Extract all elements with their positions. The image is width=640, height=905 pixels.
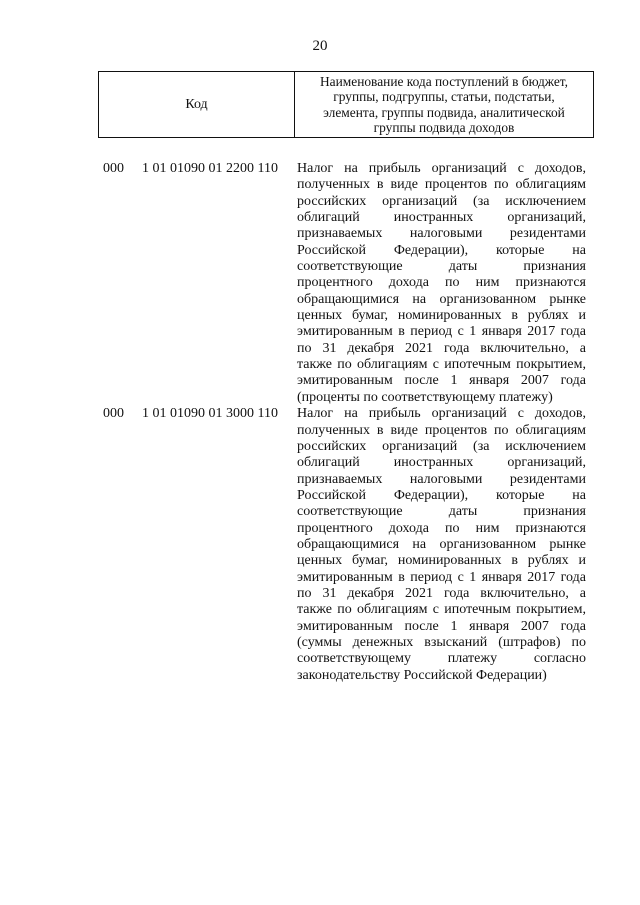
description-line: соответствующие даты признания: [297, 259, 586, 275]
page-number: 20: [312, 38, 328, 54]
header-name-line: группы, подгруппы, статьи, подстатьи,: [333, 89, 555, 105]
header-name-line: Наименование кода поступлений в бюджет,: [320, 73, 568, 89]
description-line: процентного дохода по ним признаются: [297, 520, 586, 536]
description-line: процентного дохода по ним признаются: [297, 275, 586, 291]
description-line: также по облигациям с ипотечным покрытием,: [297, 602, 586, 618]
header-name-line: группы подвида доходов: [373, 119, 515, 135]
revenue-description: [297, 406, 586, 684]
revenue-description: [297, 161, 586, 406]
table-row: [0, 406, 640, 684]
header-code-cell: Код: [99, 72, 295, 137]
table-body: [0, 161, 640, 684]
description-line: эмитированным после 1 января 2007 года: [297, 373, 586, 389]
admin-code: 000: [103, 406, 124, 422]
description-line: российских организаций (за исключением: [297, 438, 586, 454]
revenue-code: 1 01 01090 01 2200 110: [142, 161, 278, 176]
header-name-line: элемента, группы подвида, аналитической: [323, 104, 565, 120]
description-line: ценных бумаг, номинированных в рублях и: [297, 553, 586, 569]
description-line: Налог на прибыль организаций с доходов,: [297, 406, 586, 422]
admin-code: 000: [103, 161, 124, 176]
description-line: Российской Федерации), которые на: [297, 242, 586, 258]
header-name-text: [320, 74, 568, 135]
description-line: ценных бумаг, номинированных в рублях и: [297, 308, 586, 324]
description-line: полученных в виде процентов по облигациям: [297, 177, 586, 193]
description-line: облигаций иностранных организаций,: [297, 455, 586, 471]
description-line: обращающимися на организованном рынке: [297, 536, 586, 552]
description-line: признаваемых налоговыми резидентами: [297, 226, 586, 242]
description-line: российских организаций (за исключением: [297, 193, 586, 209]
description-line: по 31 декабря 2021 года включительно, а: [297, 585, 586, 601]
description-line: по 31 декабря 2021 года включительно, а: [297, 340, 586, 356]
description-line: (проценты по соответствующему платежу): [297, 389, 553, 405]
description-line: облигаций иностранных организаций,: [297, 210, 586, 226]
description-line: полученных в виде процентов по облигациям: [297, 422, 586, 438]
description-line: (суммы денежных взысканий (штрафов) по: [297, 634, 586, 650]
table-header: [98, 71, 594, 138]
description-line: эмитированным в период с 1 января 2017 года: [297, 569, 586, 585]
description-line: также по облигациям с ипотечным покрытием,: [297, 357, 586, 373]
description-line: Налог на прибыль организаций с доходов,: [297, 161, 586, 176]
description-line: Российской Федерации), которые на: [297, 487, 586, 503]
description-line: соответствующему платежу согласно: [297, 651, 586, 667]
description-line: эмитированным после 1 января 2007 года: [297, 618, 586, 634]
revenue-code: 1 01 01090 01 3000 110: [142, 406, 278, 422]
description-line: соответствующие даты признания: [297, 504, 586, 520]
header-name-cell: [295, 72, 593, 137]
description-line: эмитированным в период с 1 января 2017 года: [297, 324, 586, 340]
description-line: законодательству Российской Федерации): [297, 667, 547, 683]
table-row: [0, 161, 640, 406]
description-line: обращающимися на организованном рынке: [297, 291, 586, 307]
description-line: признаваемых налоговыми резидентами: [297, 471, 586, 487]
